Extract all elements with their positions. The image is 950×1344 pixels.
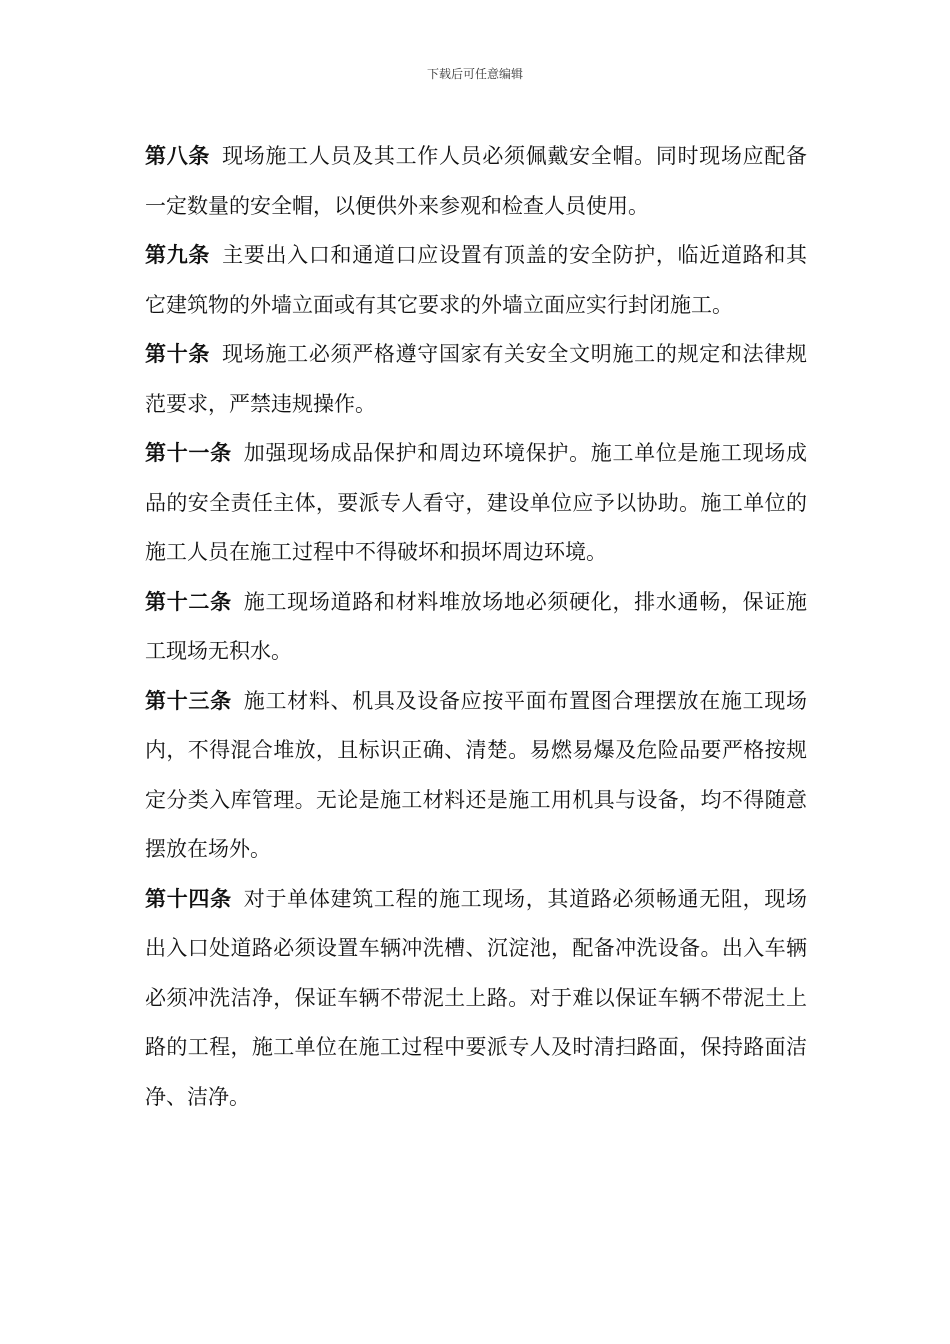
page-header: 下载后可任意编辑 [426, 67, 523, 81]
article-number: 第十三条 [145, 688, 232, 713]
article-9 [145, 231, 807, 330]
article-text: 现场施工人员及其工作人员必须佩戴安全帽。同时现场应配备一定数量的安全帽，以便供外来参观和检查人员使用。 [145, 144, 808, 218]
article-text: 现场施工必须严格遵守国家有关安全文明施工的规定和法律规范要求，严禁违规操作。 [145, 342, 808, 416]
article-number: 第九条 [145, 243, 211, 267]
article-14 [145, 875, 807, 1123]
article-text: 施工材料、机具及设备应按平面布置图合理摆放在施工现场内，不得混合堆放，且标识正确、清楚。易燃易爆及危险品要严格按规定分类入库管理。无论是施工材料还是施工用机具与设备，均不得随意摆放在场外。 [145, 688, 808, 861]
article-text: 施工现场道路和材料堆放场地必须硬化，排水通畅，保证施工现场无积水。 [145, 589, 808, 663]
article-text: 主要出入口和通道口应设置有顶盖的安全防护，临近道路和其它建筑物的外墙立面或有其它要求的外墙立面应实行封闭施工。 [145, 243, 808, 317]
article-text: 对于单体建筑工程的施工现场，其道路必须畅通无阻，现场出入口处道路必须设置车辆冲洗槽、沉淀池，配备冲洗设备。出入车辆必须冲洗洁净，保证车辆不带泥土上路。对于难以保证车辆不带泥土上路的工程，施工单位在施工过程中要派专人及时清扫路面，保持路面洁净、洁净。 [145, 886, 808, 1109]
document-body [145, 132, 807, 1122]
article-10 [145, 330, 807, 429]
article-number: 第十条 [145, 342, 211, 366]
article-8 [145, 132, 807, 231]
article-number: 第十一条 [145, 441, 232, 465]
article-11 [145, 429, 807, 578]
article-13 [145, 677, 807, 875]
article-text: 加强现场成品保护和周边环境保护。施工单位是施工现场成品的安全责任主体，要派专人看守，建设单位应予以协助。施工单位的施工人员在施工过程中不得破坏和损坏周边环境。 [145, 441, 808, 564]
article-number: 第十四条 [145, 886, 232, 911]
article-12 [145, 578, 807, 677]
article-number: 第十二条 [145, 589, 232, 614]
article-number: 第八条 [145, 144, 211, 168]
